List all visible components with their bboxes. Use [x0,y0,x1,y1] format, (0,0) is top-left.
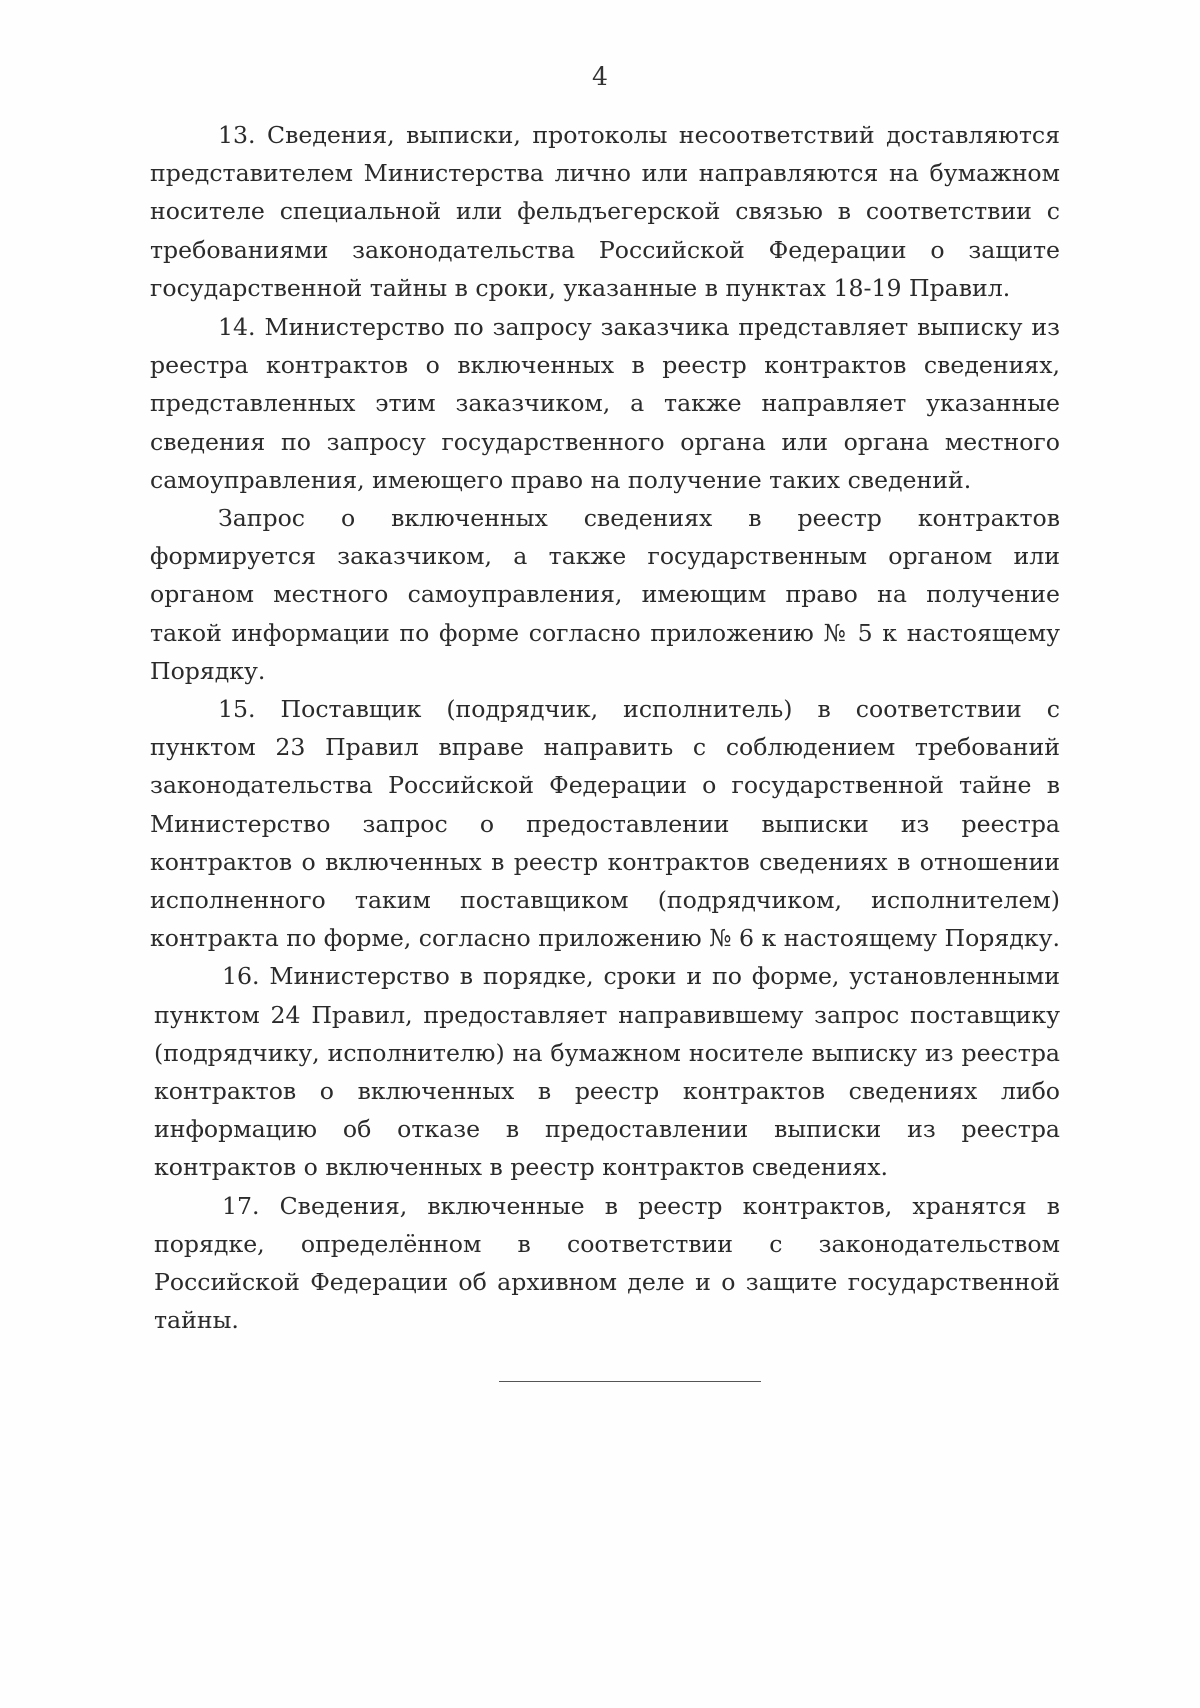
paragraph-17: 17. Сведения, включенные в реестр контрактов, хранятся в порядке, определённом в соответствии с законодательством Российской Федерации об архивном деле и о защите государственной тайны. [154,1191,1060,1335]
page-number: 4 [592,62,608,91]
paragraph-13: 13. Сведения, выписки, протоколы несоответствий доставляются представителем Министерства лично или направляются на бумажном носителе специальной или фельдъегерской связью в соответствии с требованиями законодательства Российской Федерации о защите государственной тайны в сроки, указанные в пунктах 18-19 Правил. [150,121,1060,302]
paragraph-14-request: Запрос о включенных сведениях в реестр контрактов формируется заказчиком, а также государственным органом или органом местного самоуправления, имеющим право на получение такой информации по форме согласно приложению № 5 к настоящему Порядку. [150,504,1060,685]
paragraph-16: 16. Министерство в порядке, сроки и по форме, установленными пунктом 24 Правил, предоставляет направившему запрос поставщику (подрядчику, исполнителю) на бумажном носителе выписку из реестра контрактов о включенных в реестр контрактов сведениях либо информацию об отказе в предоставлении выписки из реестра контрактов о включенных в реестр контрактов сведениях. [154,962,1060,1182]
document-body [150,116,1060,1340]
paragraph-14: 14. Министерство по запросу заказчика представляет выписку из реестра контрактов о включенных в реестр контрактов сведениях, представленных этим заказчиком, а также направляет указанные сведения по запросу государственного органа или органа местного самоуправления, имеющего право на получение таких сведений. [150,313,1060,494]
paragraph-15: 15. Поставщик (подрядчик, исполнитель) в соответствии с пунктом 23 Правил вправе направить с соблюдением требований законодательства Российской Федерации о государственной тайне в Министерство запрос о предоставлении выписки из реестра контрактов о включенных в реестр контрактов сведениях в отношении исполненного таким поставщиком (подрядчиком, исполнителем) контракта по форме, согласно приложению № 6 к настоящему Порядку. [150,695,1060,953]
end-of-document-rule [499,1381,761,1382]
